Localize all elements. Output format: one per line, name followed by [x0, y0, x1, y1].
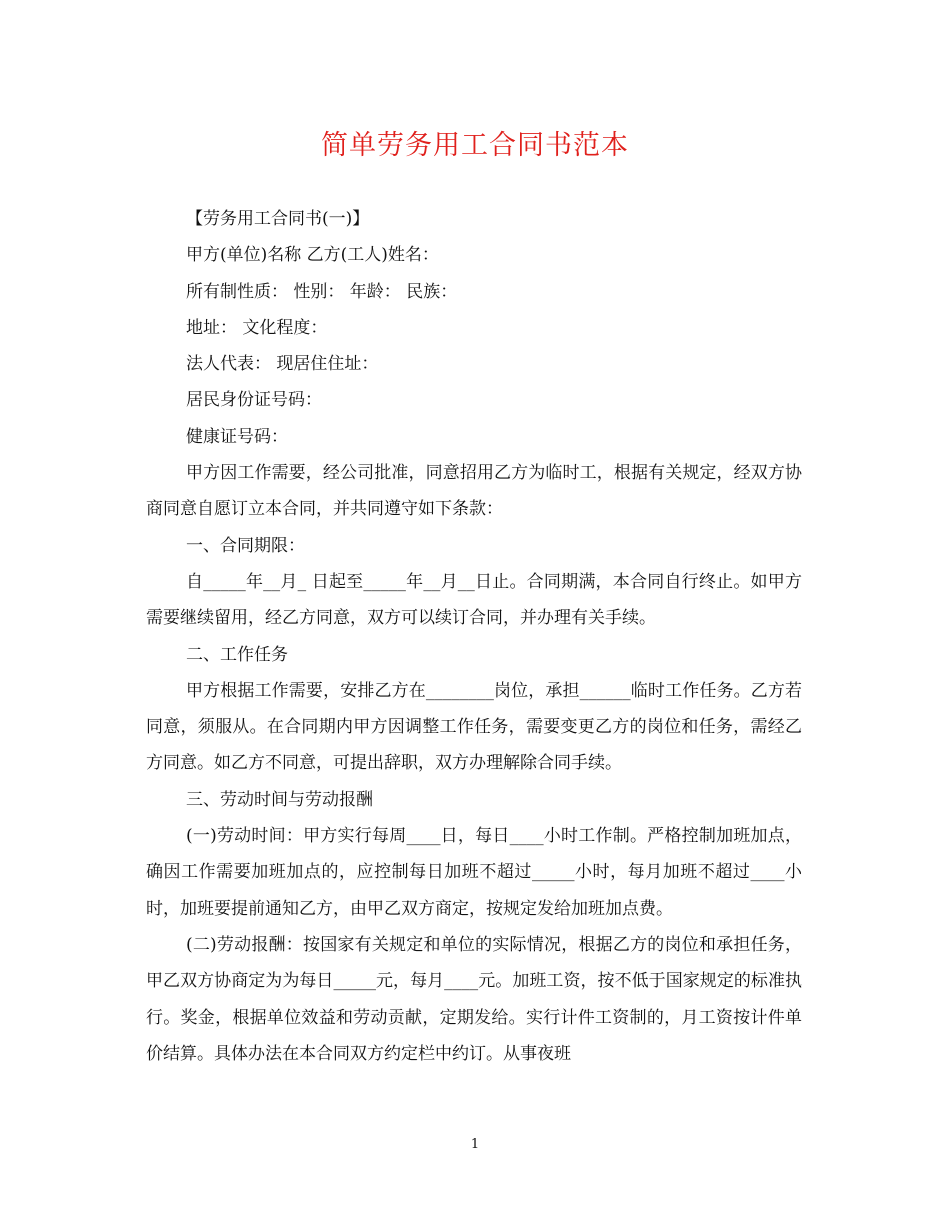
paragraph-tasks: 甲方根据工作需要，安排乙方在________岗位，承担______临时工作任务。乙方若同意，须服从。在合同期内甲方因调整工作任务，需要变更乙方的岗位和任务，需经乙方同意。如乙方不同意，可提出辞职，双方办理解除合同手续。 — [146, 680, 802, 774]
paragraph-working-hours: (一)劳动时间：甲方实行每周____日，每日____小时工作制。严格控制加班加点，确因工作需要加班加点的，应控制每日加班不超过_____小时，每月加班不超过____小时，加班要提前通知乙方，由甲乙双方商定，按规定发给加班加点费。 — [146, 826, 802, 919]
section-heading-term: 一、合同期限： — [186, 535, 305, 556]
paragraph-remuneration: (二)劳动报酬：按国家有关规定和单位的实际情况，根据乙方的岗位和承担任务，甲乙双方协商定为为每日_____元，每月____元。加班工资，按不低于国家规定的标准执行。奖金，根据单位效益和劳动贡献，定期发给。实行计件工资制的，月工资按计件单价结算。具体办法在本合同双方约定栏中约订。从事夜班 — [146, 934, 802, 1064]
paragraph-id-number: 居民身份证号码： — [186, 390, 322, 411]
paragraph-address-education: 地址： 文化程度： — [186, 317, 328, 338]
document-title: 简单劳务用工合同书范本 — [321, 130, 629, 161]
paragraph-health-cert: 健康证号码： — [186, 426, 288, 447]
paragraph-party-names: 甲方(单位)名称 乙方(工人)姓名： — [186, 245, 439, 266]
document-body — [146, 201, 802, 1072]
paragraph-term: 自_____年__月_ 日起至_____年__月__日止。合同期满，本合同自行终止。如甲方需要继续留用，经乙方同意，双方可以续订合同，并办理有关手续。 — [146, 571, 802, 629]
section-heading-tasks: 二、工作任务 — [186, 644, 288, 665]
paragraph-ownership-gender-age: 所有制性质： 性别： 年龄： 民族： — [186, 281, 458, 302]
section-heading-hours-pay: 三、劳动时间与劳动报酬 — [186, 789, 373, 810]
page-number: 1 — [470, 1137, 480, 1152]
paragraph-legal-rep-residence: 法人代表： 现居住住址： — [186, 354, 379, 375]
paragraph-intro: 甲方因工作需要，经公司批准，同意招用乙方为临时工，根据有关规定，经双方协商同意自愿订立本合同，并共同遵守如下条款： — [146, 463, 802, 520]
paragraph-heading-contract: 【劳务用工合同书(一)】 — [186, 209, 370, 229]
